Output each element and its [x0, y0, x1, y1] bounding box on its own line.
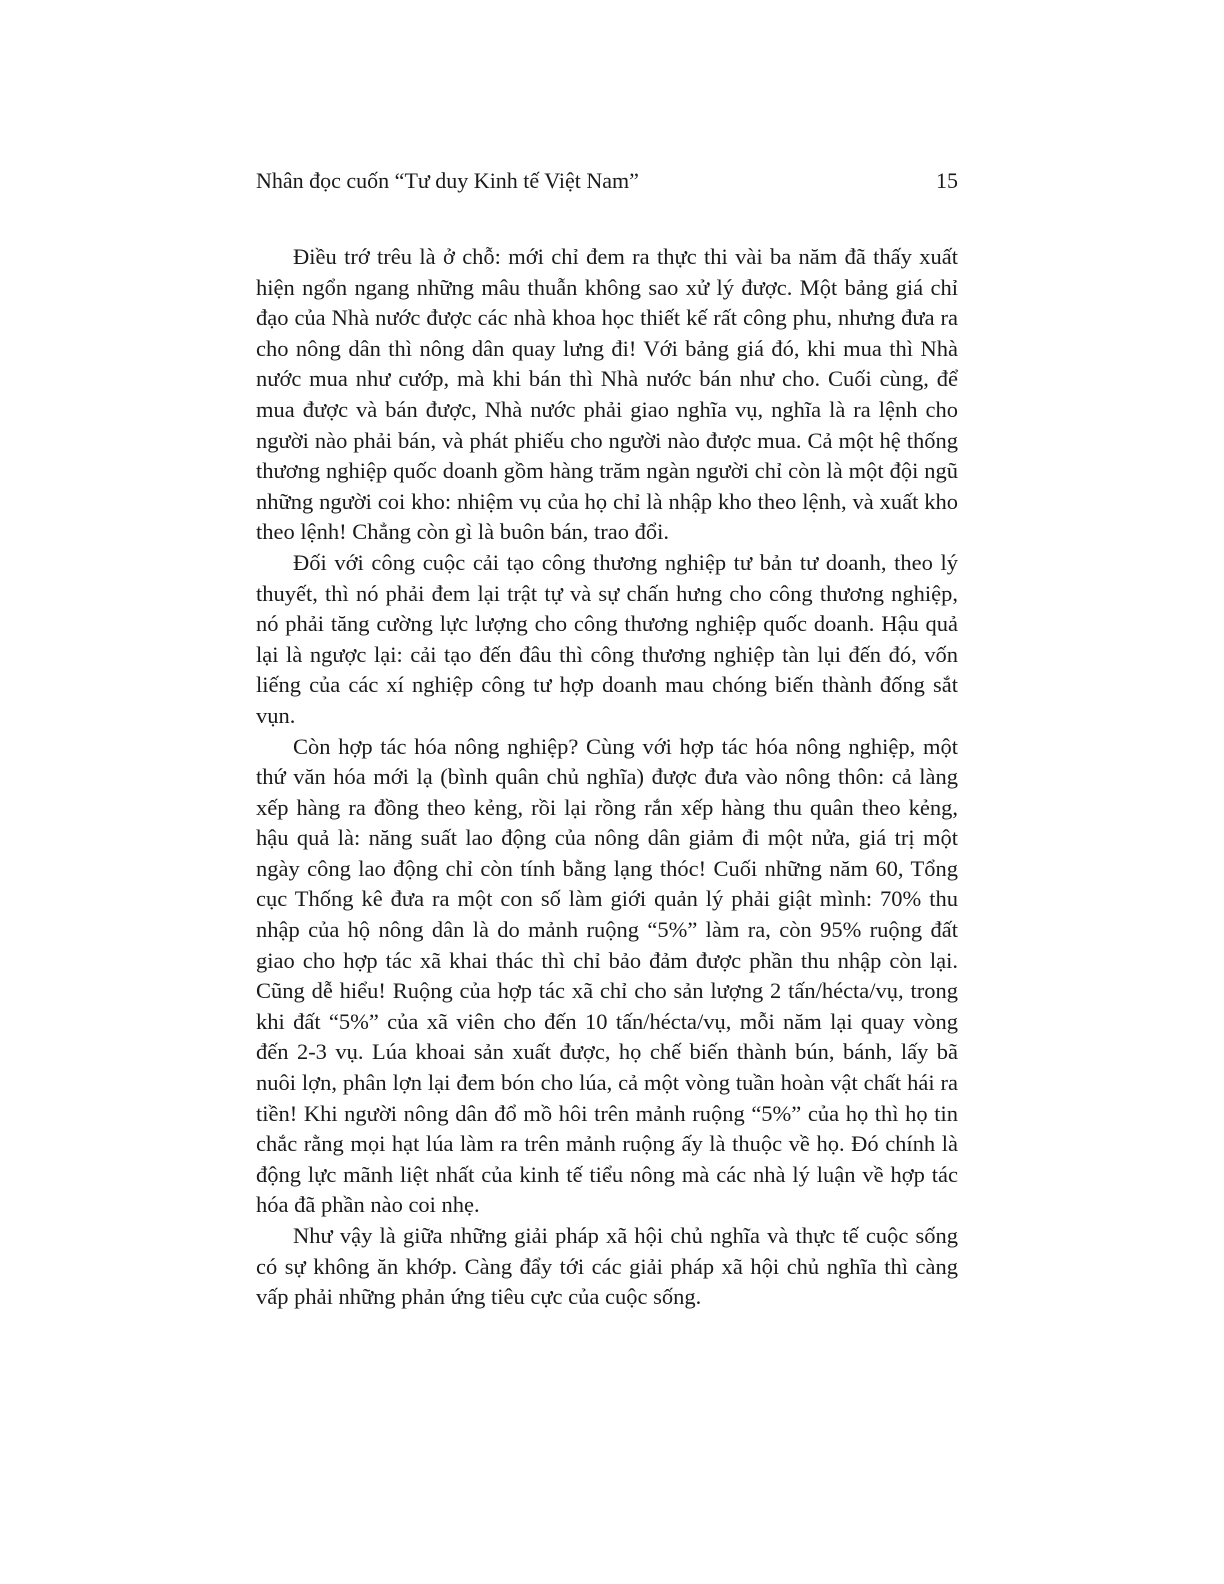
- paragraph: Đối với công cuộc cải tạo công thương nghiệp tư bản tư doanh, theo lý thuyết, thì nó phải đem lại trật tự và sự chấn hưng cho công thương nghiệp, nó phải tăng cường lực lượng cho công thương nghiệp quốc doanh. Hậu quả lại là ngược lại: cải tạo đến đâu thì công thương nghiệp tàn lụi đến đó, vốn liếng của các xí nghiệp công tư hợp doanh mau chóng biến thành đống sắt vụn.: [256, 549, 958, 728]
- page-body: [256, 242, 958, 1313]
- paragraph: Như vậy là giữa những giải pháp xã hội chủ nghĩa và thực tế cuộc sống có sự không ăn khớp. Càng đẩy tới các giải pháp xã hội chủ nghĩa thì càng vấp phải những phản ứng tiêu cực của cuộc sống.: [256, 1223, 958, 1310]
- page-number: 15: [936, 168, 958, 193]
- book-page: [256, 166, 958, 1313]
- running-header: [256, 166, 958, 196]
- running-header-title: Nhân đọc cuốn “Tư duy Kinh tế Việt Nam”: [256, 168, 639, 193]
- paragraph: Còn hợp tác hóa nông nghiệp? Cùng với hợp tác hóa nông nghiệp, một thứ văn hóa mới lạ (bình quân chủ nghĩa) được đưa vào nông thôn: cả làng xếp hàng ra đồng theo kẻng, rồi lại rồng rắn xếp hàng thu quân theo kẻng, hậu quả là: năng suất lao động của nông dân giảm đi một nửa, giá trị một ngày công lao động chỉ còn tính bằng lạng thóc! Cuối những năm 60, Tổng cục Thống kê đưa ra một con số làm giới quản lý phải giật mình: 70% thu nhập của hộ nông dân là do mảnh ruộng “5%” làm ra, còn 95% ruộng đất giao cho hợp tác xã khai thác thì chỉ bảo đảm được phần thu nhập còn lại. Cũng dễ hiểu! Ruộng của hợp tác xã chỉ cho sản lượng 2 tấn/hécta/vụ, trong khi đất “5%” của xã viên cho đến 10 tấn/hécta/vụ, mỗi năm lại quay vòng đến 2-3 vụ. Lúa khoai sản xuất được, họ chế biến thành bún, bánh, lấy bã nuôi lợn, phân lợn lại đem bón cho lúa, cả một vòng tuần hoàn vật chất hái ra tiền! Khi người nông dân đổ mồ hôi trên mảnh ruộng “5%” của họ thì họ tin chắc rằng mọi hạt lúa làm ra trên mảnh ruộng ấy là thuộc về họ. Đó chính là động lực mãnh liệt nhất của kinh tế tiểu nông mà các nhà lý luận về hợp tác hóa đã phần nào coi nhẹ.: [256, 733, 958, 1218]
- paragraph: Điều trớ trêu là ở chỗ: mới chỉ đem ra thực thi vài ba năm đã thấy xuất hiện ngổn ngang những mâu thuẫn không sao xử lý được. Một bảng giá chỉ đạo của Nhà nước được các nhà khoa học thiết kế rất công phu, nhưng đưa ra cho nông dân thì nông dân quay lưng đi! Với bảng giá đó, khi mua thì Nhà nước mua như cướp, mà khi bán thì Nhà nước bán như cho. Cuối cùng, để mua được và bán được, Nhà nước phải giao nghĩa vụ, nghĩa là ra lệnh cho người nào phải bán, và phát phiếu cho người nào được mua. Cả một hệ thống thương nghiệp quốc doanh gồm hàng trăm ngàn người chỉ còn là một đội ngũ những người coi kho: nhiệm vụ của họ chỉ là nhập kho theo lệnh, và xuất kho theo lệnh! Chẳng còn gì là buôn bán, trao đổi.: [256, 244, 958, 545]
